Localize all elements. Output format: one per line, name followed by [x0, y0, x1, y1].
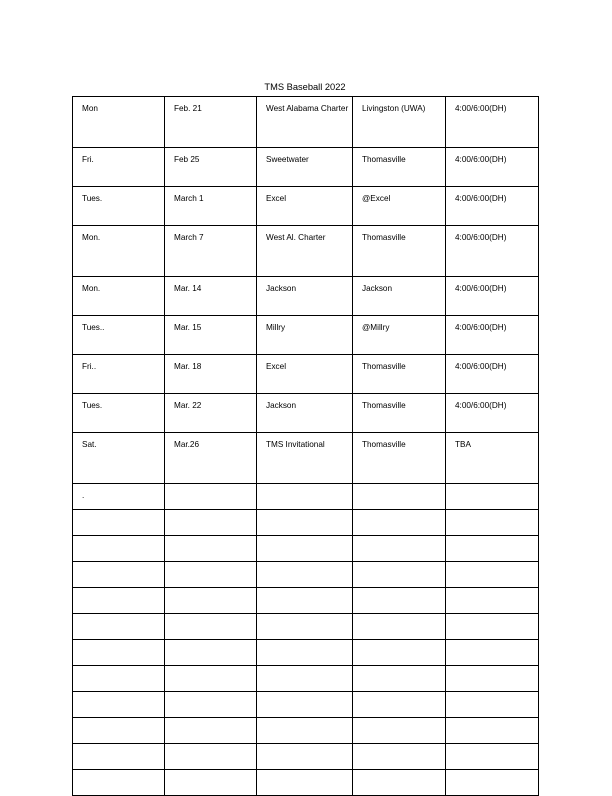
cell-opponent-text: Millry: [266, 323, 286, 332]
cell-time-text: 4:00/6:00(DH): [455, 104, 507, 113]
cell-opponent-text: Excel: [266, 362, 287, 371]
cell-time: [446, 718, 539, 744]
cell-opponent: [257, 187, 353, 226]
table-row: [73, 692, 539, 718]
cell-time: [446, 640, 539, 666]
cell-day: [73, 97, 165, 148]
cell-date: [165, 187, 257, 226]
cell-time: [446, 97, 539, 148]
cell-time-text: 4:00/6:00(DH): [455, 194, 507, 203]
table-row: [73, 484, 539, 510]
cell-opponent: [257, 588, 353, 614]
cell-day-text: .: [82, 491, 85, 500]
cell-date: [165, 536, 257, 562]
cell-date: [165, 277, 257, 316]
cell-date: [165, 394, 257, 433]
cell-site-text: Jackson: [362, 284, 393, 293]
table-row: [73, 355, 539, 394]
cell-day: [73, 614, 165, 640]
cell-time-text: 4:00/6:00(DH): [455, 401, 507, 410]
cell-day: [73, 692, 165, 718]
cell-time-text: 4:00/6:00(DH): [455, 323, 507, 332]
cell-opponent: [257, 562, 353, 588]
cell-site: [353, 148, 446, 187]
cell-opponent: [257, 316, 353, 355]
table-row: [73, 148, 539, 187]
cell-site: [353, 484, 446, 510]
cell-day: [73, 718, 165, 744]
table-row: [73, 433, 539, 484]
cell-date: [165, 692, 257, 718]
table-row: [73, 187, 539, 226]
cell-opponent-text: West Al. Charter: [266, 233, 326, 242]
table-row: [73, 97, 539, 148]
cell-time: [446, 148, 539, 187]
cell-date: [165, 355, 257, 394]
cell-date-text: Mar. 14: [174, 284, 202, 293]
cell-opponent: [257, 744, 353, 770]
cell-time: [446, 226, 539, 277]
cell-time: [446, 744, 539, 770]
cell-site: [353, 394, 446, 433]
cell-site: [353, 536, 446, 562]
cell-day-text: Tues.: [82, 194, 103, 203]
table-row: [73, 277, 539, 316]
cell-day: [73, 588, 165, 614]
cell-day: [73, 536, 165, 562]
table-row: [73, 588, 539, 614]
cell-time: [446, 394, 539, 433]
cell-opponent: [257, 718, 353, 744]
cell-date: [165, 484, 257, 510]
cell-date: [165, 666, 257, 692]
cell-date: [165, 640, 257, 666]
cell-time-text: 4:00/6:00(DH): [455, 155, 507, 164]
cell-time: [446, 614, 539, 640]
cell-site-text: Thomasville: [362, 362, 406, 371]
cell-time: [446, 510, 539, 536]
cell-site-text: Thomasville: [362, 155, 406, 164]
cell-time-text: 4:00/6:00(DH): [455, 233, 507, 242]
cell-time: [446, 316, 539, 355]
cell-time: [446, 692, 539, 718]
cell-site: [353, 355, 446, 394]
cell-day: [73, 277, 165, 316]
cell-opponent: [257, 666, 353, 692]
table-row: [73, 394, 539, 433]
cell-site-text: Thomasville: [362, 401, 406, 410]
cell-time: [446, 562, 539, 588]
cell-site-text: Thomasville: [362, 233, 406, 242]
cell-site-text: Thomasville: [362, 440, 406, 449]
cell-day-text: Mon: [82, 104, 98, 113]
cell-time-text: 4:00/6:00(DH): [455, 362, 507, 371]
cell-day: [73, 187, 165, 226]
cell-opponent: [257, 355, 353, 394]
cell-day: [73, 510, 165, 536]
cell-site: [353, 666, 446, 692]
cell-site-text: @Excel: [362, 194, 391, 203]
cell-time: [446, 536, 539, 562]
cell-day: [73, 226, 165, 277]
table-row: [73, 718, 539, 744]
cell-date: [165, 562, 257, 588]
cell-day-text: Mon.: [82, 284, 101, 293]
cell-opponent-text: West Alabama Charter: [266, 104, 349, 113]
cell-date: [165, 148, 257, 187]
table-row: [73, 614, 539, 640]
cell-time-text: TBA: [455, 440, 471, 449]
cell-date: [165, 718, 257, 744]
schedule-table-body: [73, 97, 539, 796]
cell-site-text: Livingston (UWA): [362, 104, 426, 113]
cell-day: [73, 433, 165, 484]
cell-date: [165, 510, 257, 536]
cell-date-text: Mar. 18: [174, 362, 202, 371]
cell-opponent-text: Jackson: [266, 284, 297, 293]
cell-date-text: Mar. 15: [174, 323, 202, 332]
cell-day: [73, 316, 165, 355]
cell-site: [353, 187, 446, 226]
cell-site: [353, 510, 446, 536]
cell-opponent: [257, 97, 353, 148]
cell-opponent: [257, 226, 353, 277]
cell-site: [353, 640, 446, 666]
cell-opponent-text: TMS Invitational: [266, 440, 325, 449]
cell-date: [165, 226, 257, 277]
cell-site: [353, 718, 446, 744]
cell-opponent: [257, 277, 353, 316]
cell-opponent: [257, 510, 353, 536]
cell-date-text: March 1: [174, 194, 204, 203]
cell-date: [165, 588, 257, 614]
cell-date-text: Feb 25: [174, 155, 200, 164]
cell-site: [353, 433, 446, 484]
cell-site: [353, 562, 446, 588]
cell-day-text: Sat.: [82, 440, 97, 449]
cell-day-text: Tues..: [82, 323, 105, 332]
cell-site: [353, 316, 446, 355]
baseball-schedule-table: [72, 96, 539, 796]
cell-time: [446, 355, 539, 394]
cell-day: [73, 355, 165, 394]
cell-day: [73, 148, 165, 187]
cell-date: [165, 433, 257, 484]
cell-opponent: [257, 614, 353, 640]
cell-site: [353, 97, 446, 148]
cell-opponent: [257, 433, 353, 484]
cell-day-text: Fri.: [82, 155, 94, 164]
cell-date: [165, 316, 257, 355]
cell-date-text: Feb. 21: [174, 104, 202, 113]
cell-day: [73, 640, 165, 666]
cell-opponent: [257, 394, 353, 433]
cell-day: [73, 744, 165, 770]
cell-time: [446, 277, 539, 316]
cell-day: [73, 484, 165, 510]
cell-opponent-text: Excel: [266, 194, 287, 203]
cell-time: [446, 666, 539, 692]
cell-site: [353, 692, 446, 718]
cell-opponent: [257, 640, 353, 666]
cell-date-text: Mar.26: [174, 440, 200, 449]
cell-opponent-text: Sweetwater: [266, 155, 309, 164]
cell-day-text: Mon.: [82, 233, 101, 242]
table-row: [73, 510, 539, 536]
table-row: [73, 316, 539, 355]
cell-time: [446, 433, 539, 484]
cell-opponent: [257, 692, 353, 718]
cell-opponent-text: Jackson: [266, 401, 297, 410]
table-row: [73, 666, 539, 692]
cell-time: [446, 588, 539, 614]
cell-site: [353, 588, 446, 614]
cell-day: [73, 394, 165, 433]
cell-date-text: Mar. 22: [174, 401, 202, 410]
cell-date: [165, 744, 257, 770]
cell-site: [353, 744, 446, 770]
cell-site: [353, 614, 446, 640]
table-row: [73, 640, 539, 666]
cell-date: [165, 97, 257, 148]
cell-date: [165, 614, 257, 640]
cell-time: [446, 187, 539, 226]
cell-opponent: [257, 536, 353, 562]
cell-day-text: Fri..: [82, 362, 97, 371]
cell-date-text: March 7: [174, 233, 204, 242]
cell-day: [73, 562, 165, 588]
table-row: [73, 226, 539, 277]
cell-day-text: Tues.: [82, 401, 103, 410]
cell-site: [353, 226, 446, 277]
table-row: [73, 536, 539, 562]
page-title: TMS Baseball 2022: [264, 82, 346, 92]
cell-day: [73, 666, 165, 692]
table-row: [73, 744, 539, 770]
cell-site-text: @Millry: [362, 323, 390, 332]
cell-time: [446, 484, 539, 510]
table-row: [73, 562, 539, 588]
cell-time-text: 4:00/6:00(DH): [455, 284, 507, 293]
cell-opponent: [257, 484, 353, 510]
cell-site: [353, 277, 446, 316]
cell-opponent: [257, 148, 353, 187]
